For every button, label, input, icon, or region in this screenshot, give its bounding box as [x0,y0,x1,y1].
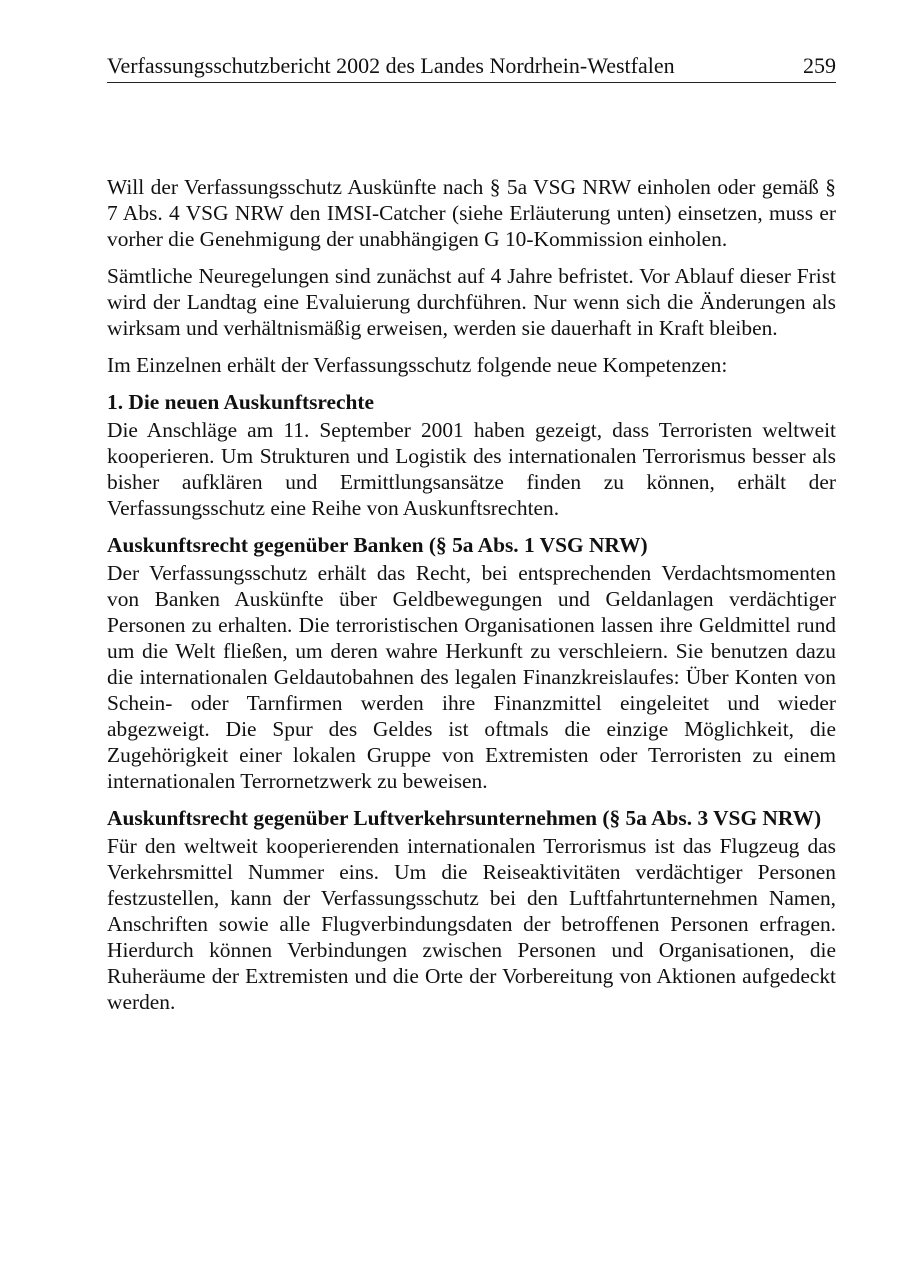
section-heading-information-rights: 1. Die neuen Auskunftsrechte [107,390,375,414]
paragraph-airlines: Für den weltweit kooperierenden internationalen Terrorismus ist das Flugzeug das Verkehrsmittel Nummer eins. Um die Reiseaktivitäten verdächtiger Personen festzustellen, kann der Verfassungsschutz bei den Luftfahrtunternehmen Namen, Anschriften sowie alle Flugverbindungsdaten der betroffenen Personen erfragen. Hierdurch können Verbindungen zwischen Personen und Organisationen, die Ruheräume der Extremisten und die Orte der Vorbereitung von Aktionen aufgedeckt werden. [107,834,836,1014]
paragraph-information-rights: Die Anschläge am 11. September 2001 haben gezeigt, dass Terroristen weltweit kooperieren. Um Strukturen und Logistik des internationalen Terrorismus besser als bisher aufklären und Ermittlungsansätze finden zu können, erhält der Verfassungsschutz eine Reihe von Auskunftsrechten. [107,418,836,520]
header-title: Verfassungsschutzbericht 2002 des Landes Nordrhein-Westfalen [107,53,675,78]
paragraph-banks: Der Verfassungsschutz erhält das Recht, bei entsprechenden Verdachtsmomenten von Banken Auskünfte über Geldbewegungen und Geldanlagen verdächtiger Personen zu erhalten. Die terroristischen Organisationen lassen ihre Geldmittel rund um die Welt fließen, um deren wahre Herkunft zu verschleiern. Sie benutzen dazu die internationalen Geldautobahnen des legalen Finanzkreislaufes: Über Konten von Schein- oder Tarnfirmen werden ihre Finanzmittel eingeleitet und wieder abgezweigt. Die Spur des Geldes ist oftmals die einzige Möglichkeit, die Zugehörigkeit einer lokalen Gruppe von Extremisten oder Terroristen zu einem internationalen Terrornetzwerk zu beweisen. [107,561,836,793]
paragraph-time-limit: Sämtliche Neuregelungen sind zunächst auf 4 Jahre befristet. Vor Ablauf dieser Frist wird der Landtag eine Evaluierung durchführen. Nur wenn sich die Änderungen als wirksam und verhältnismäßig erweisen, werden sie dauerhaft in Kraft bleiben. [107,264,836,340]
subheading-banks: Auskunftsrecht gegenüber Banken (§ 5a Abs. 1 VSG NRW) [107,533,648,557]
body-text [107,174,836,1026]
paragraph-new-competences: Im Einzelnen erhält der Verfassungsschutz folgende neue Kompetenzen: [107,353,728,377]
paragraph-g10-approval: Will der Verfassungsschutz Auskünfte nach § 5a VSG NRW einholen oder gemäß § 7 Abs. 4 VSG NRW den IMSI-Catcher (siehe Erläuterung unten) einsetzen, muss er vorher die Genehmigung der unabhängigen G 10-Kommission einholen. [107,175,836,251]
page-number: 259 [803,53,836,78]
running-header [107,52,836,83]
subheading-airlines: Auskunftsrecht gegenüber Luftverkehrsunternehmen (§ 5a Abs. 3 VSG NRW) [107,806,822,830]
